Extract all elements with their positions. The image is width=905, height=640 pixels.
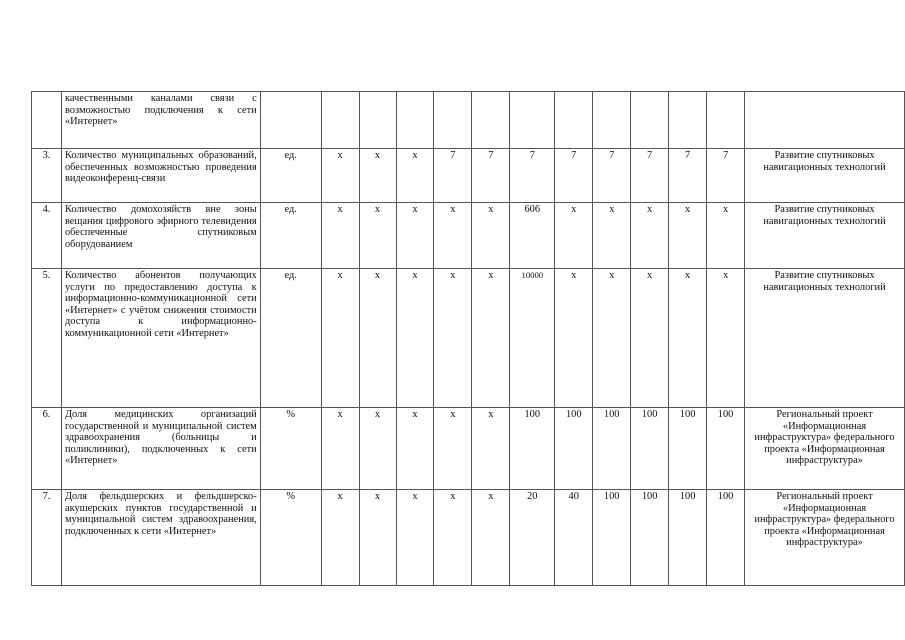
unit-cell [260, 92, 321, 149]
value-cell: 100 [593, 490, 631, 586]
value-cell [321, 92, 359, 149]
indicator-name: Количество домохозяйств вне зоны вещания цифрового эфирного телевидения обеспеченные спутниковым оборудованием [61, 203, 260, 269]
value-cell: х [359, 490, 396, 586]
table-row [32, 408, 905, 490]
value-cell: х [472, 203, 510, 269]
value-cell: х [396, 149, 434, 203]
value-cell: х [472, 269, 510, 408]
value-cell: х [434, 408, 472, 490]
value-cell: 100 [669, 408, 707, 490]
value-cell: х [396, 203, 434, 269]
table-row [32, 490, 905, 586]
value-cell: 7 [472, 149, 510, 203]
value-cell: 40 [555, 490, 593, 586]
value-cell [669, 92, 707, 149]
value-cell: 10000 [510, 269, 555, 408]
value-cell: 100 [631, 490, 669, 586]
value-cell: х [321, 203, 359, 269]
value-cell: х [631, 269, 669, 408]
value-cell: х [593, 203, 631, 269]
value-cell: 7 [631, 149, 669, 203]
value-cell: х [359, 269, 396, 408]
value-cell: х [396, 490, 434, 586]
table-row [32, 149, 905, 203]
value-cell: 7 [510, 149, 555, 203]
value-cell: х [321, 149, 359, 203]
unit-cell: % [260, 490, 321, 586]
value-cell [359, 92, 396, 149]
value-cell: 100 [593, 408, 631, 490]
value-cell: х [472, 408, 510, 490]
unit-cell: ед. [260, 203, 321, 269]
table-row [32, 92, 905, 149]
value-cell [593, 92, 631, 149]
value-cell [707, 92, 745, 149]
source-cell: Региональный проект «Информационная инфраструктура» федерального проекта «Информационная инфраструктура» [745, 408, 905, 490]
value-cell: 100 [510, 408, 555, 490]
source-cell [745, 92, 905, 149]
value-cell: 20 [510, 490, 555, 586]
value-cell: х [669, 269, 707, 408]
value-cell: х [555, 203, 593, 269]
indicator-name: Количество абонентов получающих услуги по предоставлению доступа к информационно-коммуникационной сети «Интернет» с учётом снижения стоимости доступа к информационно-коммуникационной сети «Интернет» [61, 269, 260, 408]
value-cell [472, 92, 510, 149]
value-cell: 7 [707, 149, 745, 203]
value-cell: х [396, 269, 434, 408]
value-cell [555, 92, 593, 149]
source-cell: Развитие спутниковых навигационных технологий [745, 203, 905, 269]
indicators-table [31, 91, 905, 586]
row-number [32, 92, 62, 149]
value-cell: х [396, 408, 434, 490]
source-cell: Развитие спутниковых навигационных технологий [745, 269, 905, 408]
value-cell: х [434, 269, 472, 408]
row-number: 3. [32, 149, 62, 203]
unit-cell: % [260, 408, 321, 490]
value-cell: х [593, 269, 631, 408]
unit-cell: ед. [260, 149, 321, 203]
source-cell: Региональный проект «Информационная инфраструктура» федерального проекта «Информационная инфраструктура» [745, 490, 905, 586]
indicator-name: качественными каналами связи с возможностью подключения к сети «Интернет» [61, 92, 260, 149]
value-cell: х [631, 203, 669, 269]
value-cell: х [321, 490, 359, 586]
value-cell [396, 92, 434, 149]
value-cell: х [669, 203, 707, 269]
value-cell: 7 [669, 149, 707, 203]
value-cell: 100 [555, 408, 593, 490]
value-cell: 100 [707, 408, 745, 490]
value-cell: 100 [669, 490, 707, 586]
value-cell [510, 92, 555, 149]
indicator-name: Доля фельдшерских и фельдшерско-акушерских пунктов государственной и муниципальной систем здравоохранения, подключенных к сети «Интернет» [61, 490, 260, 586]
value-cell: х [359, 149, 396, 203]
table-row [32, 269, 905, 408]
value-cell: х [707, 203, 745, 269]
value-cell: х [359, 408, 396, 490]
value-cell: х [321, 408, 359, 490]
source-cell: Развитие спутниковых навигационных технологий [745, 149, 905, 203]
unit-cell: ед. [260, 269, 321, 408]
value-cell: 100 [631, 408, 669, 490]
value-cell: х [707, 269, 745, 408]
value-cell: 606 [510, 203, 555, 269]
indicator-name: Доля медицинских организаций государственной и муниципальной систем здравоохранения (больницы и поликлиники), подключенных к сети «Интернет» [61, 408, 260, 490]
value-cell [631, 92, 669, 149]
row-number: 5. [32, 269, 62, 408]
row-number: 4. [32, 203, 62, 269]
value-cell: х [555, 269, 593, 408]
indicator-name: Количество муниципальных образований, обеспеченных возможностью проведения видеоконференц-связи [61, 149, 260, 203]
table-row [32, 203, 905, 269]
row-number: 7. [32, 490, 62, 586]
value-cell: х [434, 203, 472, 269]
value-cell: 7 [593, 149, 631, 203]
value-cell: х [434, 490, 472, 586]
value-cell: 100 [707, 490, 745, 586]
value-cell [434, 92, 472, 149]
value-cell: 7 [434, 149, 472, 203]
value-cell: 7 [555, 149, 593, 203]
value-cell: х [359, 203, 396, 269]
value-cell: х [472, 490, 510, 586]
row-number: 6. [32, 408, 62, 490]
value-cell: х [321, 269, 359, 408]
